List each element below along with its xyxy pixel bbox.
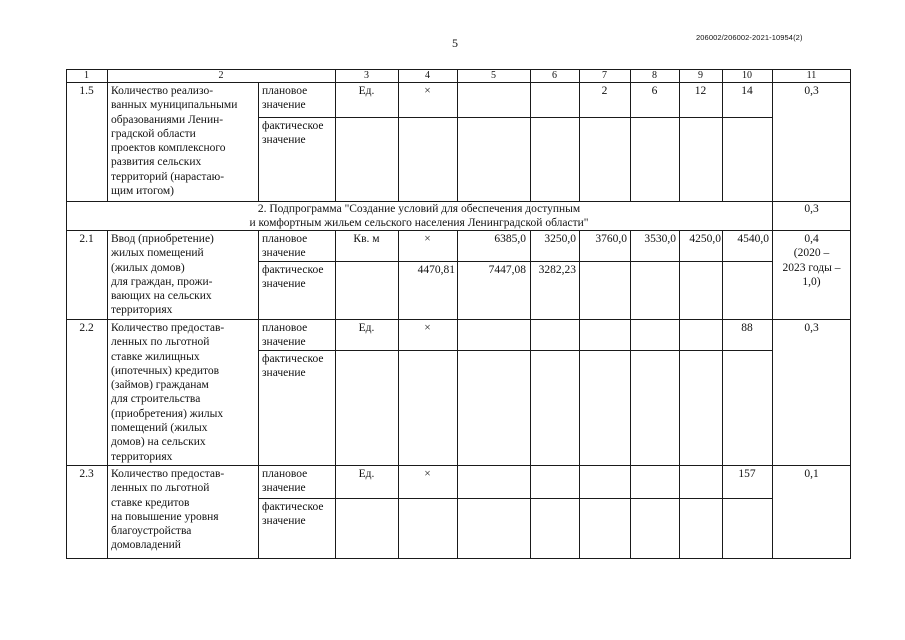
label-line: фактическое: [262, 120, 324, 132]
fact-col-4: 4470,81: [417, 264, 455, 276]
name-line: вающих на сельских: [111, 290, 212, 303]
weight-line: 1,0): [802, 275, 821, 288]
name-line: ванных муниципальными: [111, 99, 238, 112]
plan-col-10: 157: [738, 468, 756, 480]
label-line: плановое: [262, 233, 308, 245]
section-weight: 0,3: [804, 203, 819, 215]
header-col-8: 8: [652, 70, 657, 81]
name-line: ленных по льготной: [111, 482, 210, 495]
label-line: значение: [262, 482, 306, 495]
plan-col-9: 12: [694, 85, 707, 97]
fact-value-label: [262, 500, 323, 529]
plan-col-10: 88: [741, 322, 753, 334]
row-number: 2.3: [79, 468, 94, 480]
header-col-6: 6: [552, 70, 557, 81]
label-line: фактическое: [262, 501, 324, 513]
indicators-table: [66, 69, 851, 559]
name-line: Количество предостав-: [111, 468, 225, 480]
label-line: значение: [262, 367, 306, 380]
header-col-7: 7: [602, 70, 607, 81]
indicator-name: [111, 467, 224, 553]
page-number: 5: [452, 36, 458, 50]
plan-col-6: 3250,0: [544, 233, 576, 245]
fact-value-label: [262, 352, 323, 381]
name-line: Количество предостав-: [111, 322, 225, 334]
name-line: (займов) гражданам: [111, 379, 209, 392]
label-line: значение: [262, 134, 306, 147]
label-line: фактическое: [262, 264, 324, 276]
name-line: Ввод (приобретение): [111, 233, 214, 245]
name-line: территориях: [111, 304, 173, 317]
fact-value-label: [262, 119, 323, 148]
name-line: развития сельских: [111, 156, 202, 169]
name-line: градской области: [111, 127, 196, 140]
label-line: значение: [262, 336, 306, 349]
label-line: плановое: [262, 322, 308, 334]
name-line: на повышение уровня: [111, 510, 219, 523]
weight: 0,3: [804, 85, 819, 97]
unit: Ед.: [358, 322, 375, 334]
name-line: (жилых домов): [111, 261, 185, 274]
plan-value-label: [262, 467, 307, 496]
label-line: фактическое: [262, 353, 324, 365]
name-line: щим итогом): [111, 185, 175, 198]
base-value: ×: [424, 85, 431, 97]
indicator-name: [111, 232, 214, 318]
name-line: благоустройства: [111, 525, 192, 538]
indicator-name: [111, 84, 237, 198]
document-id: 206002/206002-2021-10954(2): [696, 33, 803, 42]
fact-value-label: [262, 263, 323, 292]
name-line: домов) на сельских: [111, 436, 206, 449]
unit: Кв. м: [353, 233, 380, 245]
name-line: образованиями Ленин-: [111, 113, 224, 126]
plan-col-7: 2: [601, 85, 608, 97]
name-line: ставке жилищных: [111, 350, 200, 363]
name-line: помещений (жилых: [111, 422, 208, 435]
label-line: значение: [262, 278, 306, 291]
name-line: территорий (нарастаю-: [111, 170, 225, 183]
base-value: ×: [424, 468, 431, 480]
label-line: плановое: [262, 468, 308, 480]
plan-col-9: 4250,0: [689, 233, 721, 245]
header-col-4: 4: [425, 70, 430, 81]
section-title: [66, 202, 772, 231]
fact-col-5: 7447,08: [488, 264, 526, 276]
plan-value-label: [262, 232, 307, 261]
header-col-5: 5: [491, 70, 496, 81]
row-number: 2.2: [79, 322, 94, 334]
plan-value-label: [262, 84, 307, 113]
plan-col-10: 14: [741, 85, 753, 97]
weight: 0,1: [804, 468, 819, 480]
plan-value-label: [262, 321, 307, 350]
fact-col-6: 3282,23: [538, 264, 576, 276]
plan-col-7: 3760,0: [595, 233, 627, 245]
base-value: ×: [424, 322, 431, 334]
name-line: жилых помещений: [111, 247, 204, 260]
name-line: (приобретения) жилых: [111, 407, 224, 420]
plan-col-8: 6: [651, 85, 658, 97]
section-title-line: и комфортным жильем сельского населения Ленинградской области": [249, 217, 589, 230]
name-line: территориях: [111, 450, 173, 463]
name-line: Количество реализо-: [111, 85, 214, 97]
name-line: проектов комплексного: [111, 142, 226, 155]
header-col-9: 9: [698, 70, 703, 81]
weight-line: (2020 –: [793, 247, 830, 260]
name-line: (ипотечных) кредитов: [111, 364, 220, 377]
label-line: значение: [262, 247, 306, 260]
row-number: 1.5: [79, 85, 94, 97]
weight-line: 2023 годы –: [782, 261, 841, 274]
header-col-3: 3: [364, 70, 369, 81]
row-number: 2.1: [79, 233, 94, 245]
label-line: значение: [262, 99, 306, 112]
unit: Ед.: [358, 85, 375, 97]
name-line: ленных по льготной: [111, 336, 210, 349]
unit: Ед.: [358, 468, 375, 480]
header-col-1: 1: [84, 70, 89, 81]
label-line: плановое: [262, 85, 308, 97]
plan-col-8: 3530,0: [644, 233, 676, 245]
header-col-2: 2: [218, 70, 224, 81]
name-line: ставке кредитов: [111, 496, 190, 509]
header-col-10: 10: [742, 70, 752, 81]
header-col-11: 11: [806, 70, 817, 81]
indicator-name: [111, 321, 224, 464]
name-line: для граждан, прожи-: [111, 275, 213, 288]
name-line: для строительства: [111, 393, 201, 406]
weight-line: 0,4: [804, 233, 819, 245]
section-title-line: 2. Подпрограмма "Создание условий для обеспечения доступным: [257, 203, 581, 215]
plan-col-4: ×: [424, 233, 431, 245]
name-line: домовладений: [111, 539, 181, 552]
plan-col-5: 6385,0: [494, 233, 526, 245]
weight: [772, 232, 851, 289]
weight: 0,3: [804, 322, 819, 334]
label-line: значение: [262, 515, 306, 528]
plan-col-10: 4540,0: [737, 233, 769, 245]
